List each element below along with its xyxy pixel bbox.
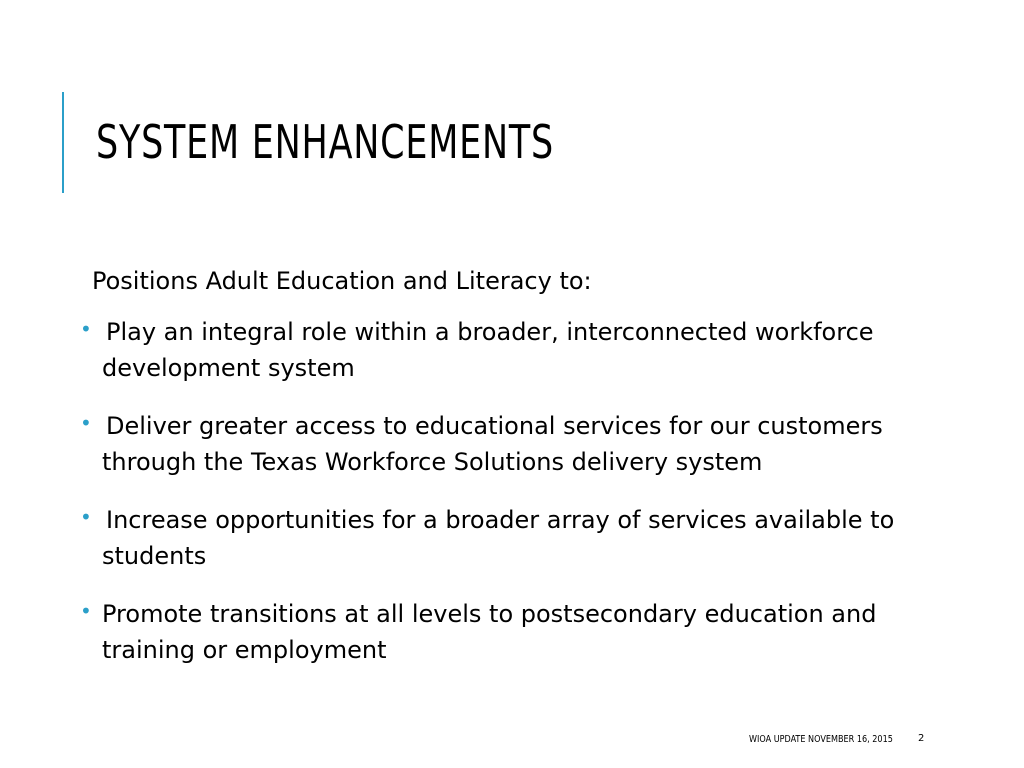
bullet-icon: • [80,505,92,529]
bullet-list [80,314,900,668]
bullet-icon: • [80,317,92,341]
footer-date: WIOA UPDATE NOVEMBER 16, 2015 [749,734,893,745]
bullet-item [80,314,900,386]
bullet-icon: • [80,599,92,623]
bullet-item [80,502,900,574]
title-accent-bar [62,92,64,193]
bullet-text: Promote transitions at all levels to postsecondary education and training or employment [102,600,877,664]
slide-content [80,263,900,668]
bullet-item [80,596,900,668]
bullet-text: Deliver greater access to educational services for our customers through the Texas Workforce Solutions delivery system [102,412,883,476]
intro-text: Positions Adult Education and Literacy to: [92,267,592,295]
slide-title: SYSTEM ENHANCEMENTS [96,115,554,169]
bullet-text: Play an integral role within a broader, interconnected workforce development system [102,318,874,382]
page-number: 2 [918,733,925,744]
bullet-item [80,408,900,480]
bullet-icon: • [80,411,92,435]
bullet-text: Increase opportunities for a broader array of services available to students [102,506,895,570]
